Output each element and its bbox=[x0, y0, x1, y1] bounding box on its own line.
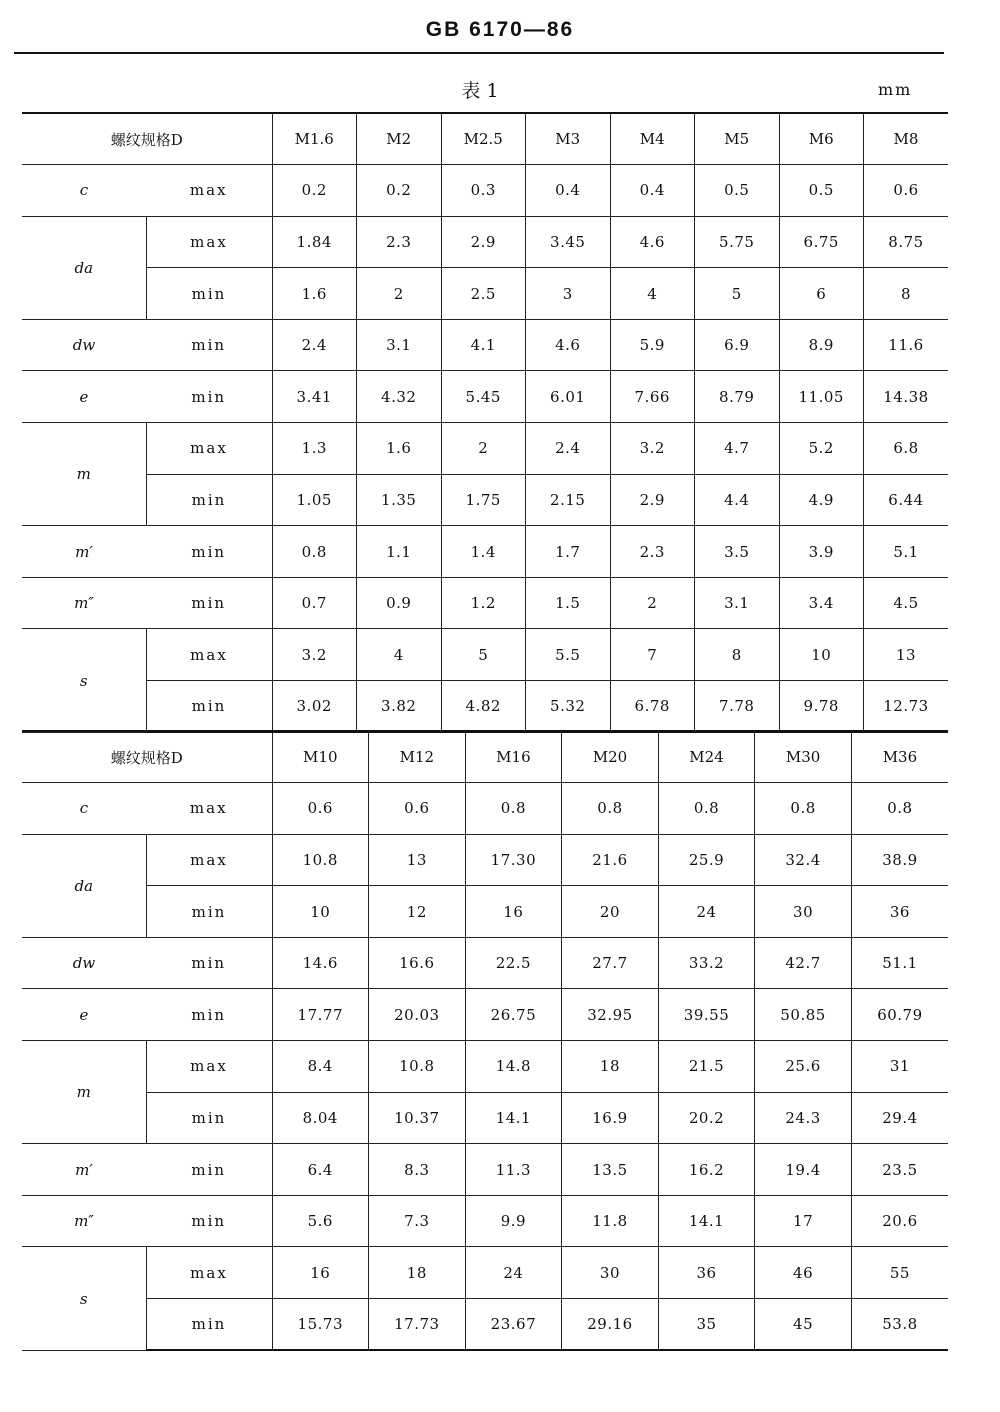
value-cell: 21.6 bbox=[562, 834, 659, 886]
table-row-m1-min bbox=[22, 1144, 948, 1196]
thread-spec-cell: M12 bbox=[369, 731, 466, 783]
value-cell: 13 bbox=[369, 834, 466, 886]
value-cell: 18 bbox=[562, 1041, 659, 1093]
value-cell: 14.6 bbox=[272, 937, 369, 989]
value-cell: 29.4 bbox=[851, 1092, 948, 1144]
value-cell: 2.9 bbox=[610, 474, 695, 526]
table-row-dw-min bbox=[22, 319, 948, 371]
table-row-da-max bbox=[22, 834, 948, 886]
value-cell: 3.1 bbox=[357, 319, 442, 371]
table-row-c-max bbox=[22, 165, 948, 217]
value-cell: 8.79 bbox=[695, 371, 780, 423]
symbol-cell: s bbox=[22, 1247, 146, 1350]
value-cell: 2.4 bbox=[526, 423, 611, 475]
value-cell: 16 bbox=[272, 1247, 369, 1299]
value-cell: 35 bbox=[658, 1299, 755, 1351]
thread-spec-cell: M24 bbox=[658, 731, 755, 783]
symbol-cell: c bbox=[22, 783, 146, 835]
value-cell: 38.9 bbox=[851, 834, 948, 886]
table-caption: 表 1 bbox=[461, 80, 499, 102]
header-row bbox=[22, 113, 948, 165]
value-cell: 4.7 bbox=[695, 423, 780, 475]
table-row-m-max bbox=[22, 1041, 948, 1093]
value-cell: 24 bbox=[465, 1247, 562, 1299]
value-cell: 5 bbox=[441, 629, 526, 681]
value-cell: 13.5 bbox=[562, 1144, 659, 1196]
header-row bbox=[22, 731, 948, 783]
value-cell: 9.78 bbox=[779, 681, 864, 733]
value-cell: 2.9 bbox=[441, 216, 526, 268]
value-cell: 21.5 bbox=[658, 1041, 755, 1093]
value-cell: 23.5 bbox=[851, 1144, 948, 1196]
value-cell: 0.2 bbox=[272, 165, 357, 217]
symbol-cell: m bbox=[22, 1041, 146, 1144]
value-cell: 7 bbox=[610, 629, 695, 681]
value-cell: 22.5 bbox=[465, 937, 562, 989]
standard-number: GB 6170—86 bbox=[425, 18, 575, 41]
value-cell: 4.9 bbox=[779, 474, 864, 526]
qualifier-cell: min bbox=[146, 989, 272, 1041]
table-row-da-min bbox=[22, 886, 948, 938]
value-cell: 51.1 bbox=[851, 937, 948, 989]
value-cell: 24 bbox=[658, 886, 755, 938]
value-cell: 18 bbox=[369, 1247, 466, 1299]
value-cell: 8 bbox=[864, 268, 949, 320]
symbol-cell: s bbox=[22, 629, 146, 732]
value-cell: 30 bbox=[562, 1247, 659, 1299]
table-row-s-min bbox=[22, 681, 948, 733]
qualifier-cell: min bbox=[146, 1195, 272, 1247]
value-cell: 3.45 bbox=[526, 216, 611, 268]
value-cell: 14.38 bbox=[864, 371, 949, 423]
value-cell: 3 bbox=[526, 268, 611, 320]
value-cell: 4.6 bbox=[526, 319, 611, 371]
value-cell: 4.4 bbox=[695, 474, 780, 526]
value-cell: 4 bbox=[357, 629, 442, 681]
qualifier-cell: min bbox=[146, 268, 272, 320]
value-cell: 11.8 bbox=[562, 1195, 659, 1247]
value-cell: 11.6 bbox=[864, 319, 949, 371]
value-cell: 10.37 bbox=[369, 1092, 466, 1144]
dimensions-table-1 bbox=[22, 112, 948, 733]
value-cell: 1.3 bbox=[272, 423, 357, 475]
value-cell: 17.73 bbox=[369, 1299, 466, 1351]
qualifier-cell: max bbox=[146, 423, 272, 475]
qualifier-cell: min bbox=[146, 371, 272, 423]
value-cell: 39.55 bbox=[658, 989, 755, 1041]
value-cell: 0.5 bbox=[779, 165, 864, 217]
value-cell: 0.8 bbox=[851, 783, 948, 835]
value-cell: 14.1 bbox=[658, 1195, 755, 1247]
thread-spec-cell: M8 bbox=[864, 113, 949, 165]
symbol-cell: m″ bbox=[22, 577, 146, 629]
value-cell: 15.73 bbox=[272, 1299, 369, 1351]
value-cell: 1.35 bbox=[357, 474, 442, 526]
value-cell: 1.1 bbox=[357, 526, 442, 578]
qualifier-cell: max bbox=[146, 165, 272, 217]
value-cell: 0.8 bbox=[562, 783, 659, 835]
value-cell: 0.6 bbox=[272, 783, 369, 835]
qualifier-cell: min bbox=[146, 577, 272, 629]
table-row-c-max bbox=[22, 783, 948, 835]
table-row-s-max bbox=[22, 1247, 948, 1299]
value-cell: 3.2 bbox=[272, 629, 357, 681]
value-cell: 3.1 bbox=[695, 577, 780, 629]
value-cell: 4.82 bbox=[441, 681, 526, 733]
qualifier-cell: max bbox=[146, 834, 272, 886]
value-cell: 0.3 bbox=[441, 165, 526, 217]
value-cell: 2.15 bbox=[526, 474, 611, 526]
symbol-cell: m″ bbox=[22, 1195, 146, 1247]
qualifier-cell: min bbox=[146, 886, 272, 938]
value-cell: 6.78 bbox=[610, 681, 695, 733]
qualifier-cell: max bbox=[146, 783, 272, 835]
value-cell: 29.16 bbox=[562, 1299, 659, 1351]
value-cell: 25.9 bbox=[658, 834, 755, 886]
spec-header-cell: 螺纹规格D bbox=[22, 113, 272, 165]
dimensions-table-2 bbox=[22, 730, 948, 1351]
value-cell: 6.8 bbox=[864, 423, 949, 475]
symbol-cell: c bbox=[22, 165, 146, 217]
table-row-m1-min bbox=[22, 526, 948, 578]
value-cell: 6.9 bbox=[695, 319, 780, 371]
value-cell: 0.8 bbox=[272, 526, 357, 578]
spec-header-cell: 螺纹规格D bbox=[22, 731, 272, 783]
qualifier-cell: min bbox=[146, 681, 272, 733]
value-cell: 2.3 bbox=[357, 216, 442, 268]
value-cell: 6.44 bbox=[864, 474, 949, 526]
thread-spec-cell: M20 bbox=[562, 731, 659, 783]
value-cell: 5 bbox=[695, 268, 780, 320]
value-cell: 23.67 bbox=[465, 1299, 562, 1351]
value-cell: 1.2 bbox=[441, 577, 526, 629]
value-cell: 5.2 bbox=[779, 423, 864, 475]
value-cell: 14.1 bbox=[465, 1092, 562, 1144]
table-row-e-min bbox=[22, 989, 948, 1041]
value-cell: 5.9 bbox=[610, 319, 695, 371]
value-cell: 17.30 bbox=[465, 834, 562, 886]
thread-spec-cell: M30 bbox=[755, 731, 852, 783]
value-cell: 20.2 bbox=[658, 1092, 755, 1144]
value-cell: 24.3 bbox=[755, 1092, 852, 1144]
value-cell: 5.1 bbox=[864, 526, 949, 578]
table-row-dw-min bbox=[22, 937, 948, 989]
value-cell: 1.6 bbox=[357, 423, 442, 475]
value-cell: 1.7 bbox=[526, 526, 611, 578]
table-row-e-min bbox=[22, 371, 948, 423]
thread-spec-cell: M3 bbox=[526, 113, 611, 165]
value-cell: 25.6 bbox=[755, 1041, 852, 1093]
thread-spec-cell: M4 bbox=[610, 113, 695, 165]
value-cell: 5.32 bbox=[526, 681, 611, 733]
value-cell: 46 bbox=[755, 1247, 852, 1299]
value-cell: 5.6 bbox=[272, 1195, 369, 1247]
symbol-cell: da bbox=[22, 216, 146, 319]
value-cell: 60.79 bbox=[851, 989, 948, 1041]
value-cell: 8 bbox=[695, 629, 780, 681]
symbol-cell: e bbox=[22, 371, 146, 423]
table-row-m-min bbox=[22, 474, 948, 526]
value-cell: 2.3 bbox=[610, 526, 695, 578]
value-cell: 0.9 bbox=[357, 577, 442, 629]
value-cell: 26.75 bbox=[465, 989, 562, 1041]
value-cell: 11.05 bbox=[779, 371, 864, 423]
thread-spec-cell: M1.6 bbox=[272, 113, 357, 165]
value-cell: 4.1 bbox=[441, 319, 526, 371]
value-cell: 2 bbox=[610, 577, 695, 629]
value-cell: 3.2 bbox=[610, 423, 695, 475]
value-cell: 0.8 bbox=[755, 783, 852, 835]
table-row-s-min bbox=[22, 1299, 948, 1351]
value-cell: 1.6 bbox=[272, 268, 357, 320]
table-row-s-max bbox=[22, 629, 948, 681]
value-cell: 10 bbox=[779, 629, 864, 681]
value-cell: 0.7 bbox=[272, 577, 357, 629]
value-cell: 0.6 bbox=[369, 783, 466, 835]
value-cell: 12.73 bbox=[864, 681, 949, 733]
qualifier-cell: min bbox=[146, 474, 272, 526]
value-cell: 2.4 bbox=[272, 319, 357, 371]
value-cell: 2.5 bbox=[441, 268, 526, 320]
qualifier-cell: max bbox=[146, 1247, 272, 1299]
qualifier-cell: max bbox=[146, 216, 272, 268]
value-cell: 1.05 bbox=[272, 474, 357, 526]
value-cell: 10.8 bbox=[272, 834, 369, 886]
value-cell: 17 bbox=[755, 1195, 852, 1247]
value-cell: 7.78 bbox=[695, 681, 780, 733]
value-cell: 7.3 bbox=[369, 1195, 466, 1247]
value-cell: 4.32 bbox=[357, 371, 442, 423]
value-cell: 14.8 bbox=[465, 1041, 562, 1093]
value-cell: 1.5 bbox=[526, 577, 611, 629]
value-cell: 6.4 bbox=[272, 1144, 369, 1196]
qualifier-cell: min bbox=[146, 1092, 272, 1144]
value-cell: 36 bbox=[851, 886, 948, 938]
value-cell: 2 bbox=[357, 268, 442, 320]
symbol-cell: m′ bbox=[22, 1144, 146, 1196]
value-cell: 0.4 bbox=[610, 165, 695, 217]
value-cell: 13 bbox=[864, 629, 949, 681]
value-cell: 19.4 bbox=[755, 1144, 852, 1196]
value-cell: 12 bbox=[369, 886, 466, 938]
value-cell: 20 bbox=[562, 886, 659, 938]
value-cell: 1.75 bbox=[441, 474, 526, 526]
qualifier-cell: min bbox=[146, 1299, 272, 1351]
value-cell: 10.8 bbox=[369, 1041, 466, 1093]
thread-spec-cell: M2.5 bbox=[441, 113, 526, 165]
value-cell: 4.5 bbox=[864, 577, 949, 629]
value-cell: 53.8 bbox=[851, 1299, 948, 1351]
value-cell: 36 bbox=[658, 1247, 755, 1299]
value-cell: 50.85 bbox=[755, 989, 852, 1041]
value-cell: 32.95 bbox=[562, 989, 659, 1041]
value-cell: 3.82 bbox=[357, 681, 442, 733]
value-cell: 9.9 bbox=[465, 1195, 562, 1247]
value-cell: 33.2 bbox=[658, 937, 755, 989]
table-row-m2-min bbox=[22, 577, 948, 629]
value-cell: 4 bbox=[610, 268, 695, 320]
value-cell: 0.4 bbox=[526, 165, 611, 217]
value-cell: 16.6 bbox=[369, 937, 466, 989]
symbol-cell: dw bbox=[22, 937, 146, 989]
thread-spec-cell: M10 bbox=[272, 731, 369, 783]
table-row-da-min bbox=[22, 268, 948, 320]
value-cell: 0.2 bbox=[357, 165, 442, 217]
value-cell: 5.45 bbox=[441, 371, 526, 423]
table-row-m2-min bbox=[22, 1195, 948, 1247]
value-cell: 16 bbox=[465, 886, 562, 938]
value-cell: 3.41 bbox=[272, 371, 357, 423]
symbol-cell: e bbox=[22, 989, 146, 1041]
value-cell: 3.02 bbox=[272, 681, 357, 733]
value-cell: 16.2 bbox=[658, 1144, 755, 1196]
thread-spec-cell: M16 bbox=[465, 731, 562, 783]
value-cell: 32.4 bbox=[755, 834, 852, 886]
table-row-m-min bbox=[22, 1092, 948, 1144]
symbol-cell: da bbox=[22, 834, 146, 937]
value-cell: 20.03 bbox=[369, 989, 466, 1041]
value-cell: 20.6 bbox=[851, 1195, 948, 1247]
value-cell: 55 bbox=[851, 1247, 948, 1299]
value-cell: 0.5 bbox=[695, 165, 780, 217]
value-cell: 0.8 bbox=[465, 783, 562, 835]
thread-spec-cell: M36 bbox=[851, 731, 948, 783]
thread-spec-cell: M6 bbox=[779, 113, 864, 165]
value-cell: 2 bbox=[441, 423, 526, 475]
symbol-cell: m′ bbox=[22, 526, 146, 578]
table-row-m-max bbox=[22, 423, 948, 475]
symbol-cell: dw bbox=[22, 319, 146, 371]
value-cell: 10 bbox=[272, 886, 369, 938]
value-cell: 6.75 bbox=[779, 216, 864, 268]
value-cell: 27.7 bbox=[562, 937, 659, 989]
qualifier-cell: max bbox=[146, 1041, 272, 1093]
value-cell: 11.3 bbox=[465, 1144, 562, 1196]
value-cell: 3.5 bbox=[695, 526, 780, 578]
value-cell: 5.75 bbox=[695, 216, 780, 268]
value-cell: 4.6 bbox=[610, 216, 695, 268]
value-cell: 3.4 bbox=[779, 577, 864, 629]
value-cell: 1.84 bbox=[272, 216, 357, 268]
value-cell: 1.4 bbox=[441, 526, 526, 578]
thread-spec-cell: M2 bbox=[357, 113, 442, 165]
value-cell: 17.77 bbox=[272, 989, 369, 1041]
symbol-cell: m bbox=[22, 423, 146, 526]
value-cell: 31 bbox=[851, 1041, 948, 1093]
value-cell: 8.04 bbox=[272, 1092, 369, 1144]
value-cell: 3.9 bbox=[779, 526, 864, 578]
value-cell: 42.7 bbox=[755, 937, 852, 989]
value-cell: 6 bbox=[779, 268, 864, 320]
value-cell: 30 bbox=[755, 886, 852, 938]
value-cell: 5.5 bbox=[526, 629, 611, 681]
value-cell: 6.01 bbox=[526, 371, 611, 423]
header-rule bbox=[14, 52, 944, 54]
unit-label: mm bbox=[878, 80, 913, 99]
value-cell: 45 bbox=[755, 1299, 852, 1351]
table-row-da-max bbox=[22, 216, 948, 268]
qualifier-cell: min bbox=[146, 526, 272, 578]
value-cell: 8.9 bbox=[779, 319, 864, 371]
qualifier-cell: max bbox=[146, 629, 272, 681]
qualifier-cell: min bbox=[146, 1144, 272, 1196]
value-cell: 8.3 bbox=[369, 1144, 466, 1196]
value-cell: 8.4 bbox=[272, 1041, 369, 1093]
value-cell: 0.8 bbox=[658, 783, 755, 835]
thread-spec-cell: M5 bbox=[695, 113, 780, 165]
value-cell: 8.75 bbox=[864, 216, 949, 268]
qualifier-cell: min bbox=[146, 319, 272, 371]
qualifier-cell: min bbox=[146, 937, 272, 989]
value-cell: 16.9 bbox=[562, 1092, 659, 1144]
value-cell: 7.66 bbox=[610, 371, 695, 423]
value-cell: 0.6 bbox=[864, 165, 949, 217]
